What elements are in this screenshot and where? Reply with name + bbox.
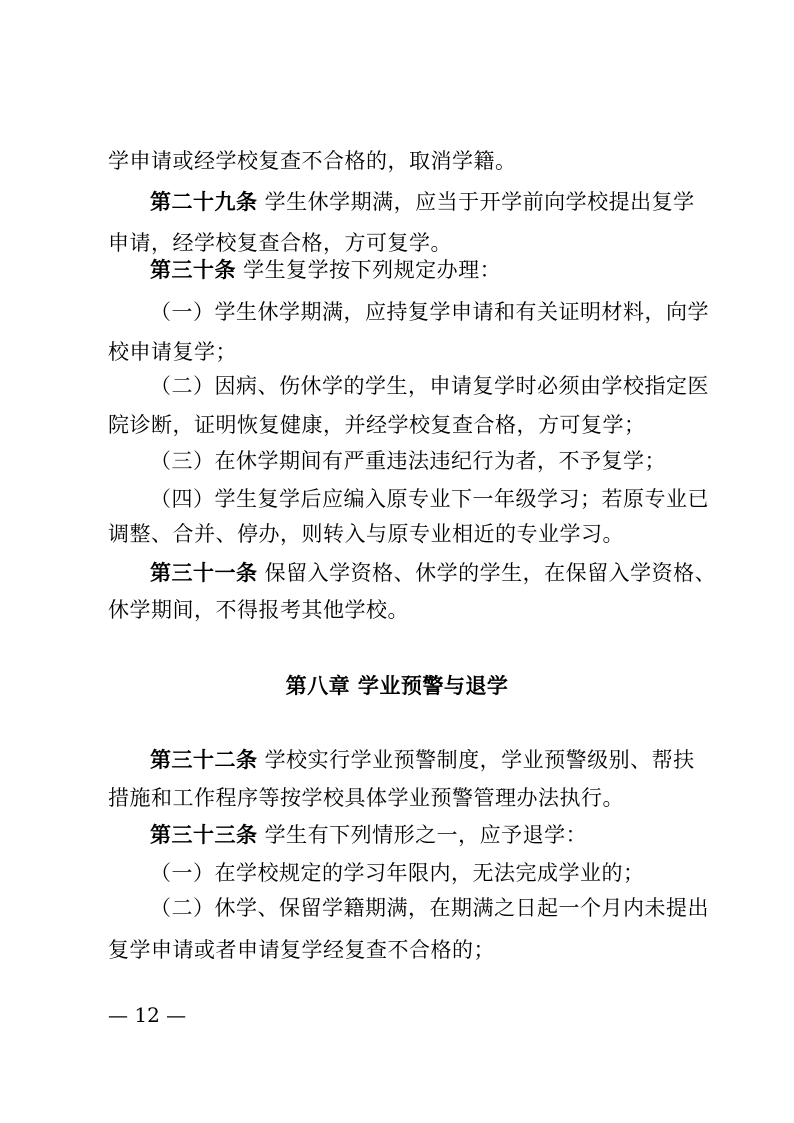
paragraph-text: 学生复学按下列规定办理： bbox=[236, 258, 502, 282]
paragraph-text: 复学申请或者申请复学经复查不合格的； bbox=[108, 938, 495, 962]
article-29-line-2 bbox=[108, 228, 694, 258]
article-29-line-1 bbox=[150, 187, 694, 217]
paragraph-text: 调整、合并、停办，则转入与原专业相近的专业学习。 bbox=[108, 522, 624, 546]
item-2b-line-1 bbox=[150, 893, 709, 923]
article-30-line-1 bbox=[150, 255, 694, 285]
paragraph-text: （一）学生休学期满，应持复学申请和有关证明材料，向学 bbox=[150, 300, 709, 324]
paragraph-text: （二）因病、伤休学的学生，申请复学时必须由学校指定医 bbox=[150, 374, 709, 398]
item-1-line-1 bbox=[150, 297, 709, 327]
paragraph-line bbox=[108, 146, 694, 176]
article-number: 第三十二条 bbox=[150, 748, 258, 772]
paragraph-text: 学校实行学业预警制度，学业预警级别、帮扶 bbox=[257, 748, 695, 772]
paragraph-text: 学生有下列情形之一，应予退学： bbox=[257, 823, 588, 847]
paragraph-text: 院诊断，证明恢复健康，并经学校复查合格，方可复学； bbox=[108, 413, 646, 437]
paragraph-text: 措施和工作程序等按学校具体学业预警管理办法执行。 bbox=[108, 786, 624, 810]
item-2b-line-2 bbox=[108, 935, 694, 965]
article-32-line-2 bbox=[108, 783, 694, 813]
article-33-line-1 bbox=[150, 820, 694, 850]
page-number: — 12 — bbox=[108, 1003, 187, 1027]
article-number: 第三十三条 bbox=[150, 823, 258, 847]
paragraph-text: 学申请或经学校复查不合格的，取消学籍。 bbox=[108, 149, 517, 173]
paragraph-text: 保留入学资格、休学的学生，在保留入学资格、 bbox=[257, 561, 717, 585]
item-4-line-2 bbox=[108, 519, 694, 549]
article-number: 第三十一条 bbox=[150, 561, 258, 585]
paragraph-text: （四）学生复学后应编入原专业下一年级学习；若原专业已 bbox=[150, 487, 709, 511]
article-31-line-2 bbox=[108, 595, 694, 625]
paragraph-text: （一）在学校规定的学习年限内，无法完成学业的； bbox=[150, 861, 645, 885]
item-2-line-1 bbox=[150, 371, 709, 401]
article-31-line-1 bbox=[150, 558, 717, 588]
article-number: 第二十九条 bbox=[150, 190, 258, 214]
paragraph-text: 休学期间，不得报考其他学校。 bbox=[108, 598, 409, 622]
paragraph-text: 学生休学期满，应当于开学前向学校提出复学 bbox=[257, 190, 695, 214]
paragraph-text: 申请，经学校复查合格，方可复学。 bbox=[108, 231, 452, 255]
item-1-line-2 bbox=[108, 337, 694, 367]
chapter-title: 第八章 学业预警与退学 bbox=[285, 674, 509, 698]
article-32-line-1 bbox=[150, 745, 694, 775]
item-1b-line-1 bbox=[150, 858, 694, 888]
paragraph-text: （三）在休学期间有严重违法违纪行为者，不予复学； bbox=[150, 449, 666, 473]
item-2-line-2 bbox=[108, 410, 694, 440]
paragraph-text: 校申请复学； bbox=[108, 340, 237, 364]
item-4-line-1 bbox=[150, 484, 709, 514]
paragraph-text: （二）休学、保留学籍期满，在期满之日起一个月内未提出 bbox=[150, 896, 709, 920]
article-number: 第三十条 bbox=[150, 258, 236, 282]
item-3-line-1 bbox=[150, 446, 694, 476]
